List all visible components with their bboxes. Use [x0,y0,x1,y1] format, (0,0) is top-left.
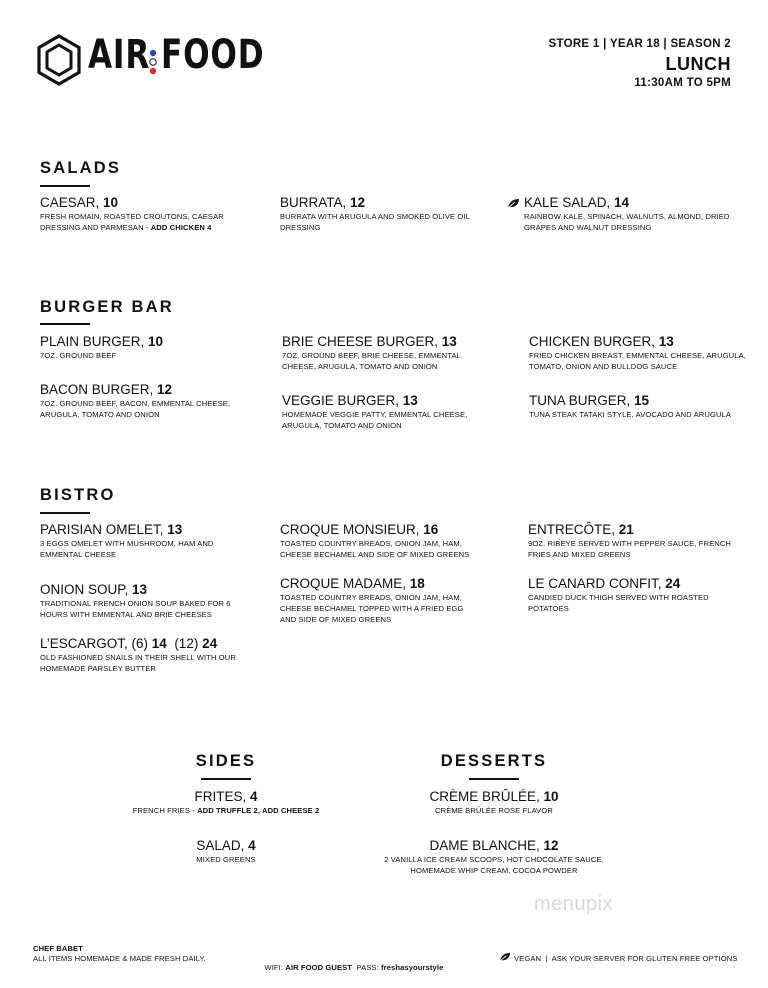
service-hours: 11:30AM TO 5PM [634,77,731,89]
section-rule [40,512,90,514]
menu-item-brie-cheese-burger: BRIE CHEESE BURGER, 13 7OZ. GROUND BEEF, BRIE CHEESE, EMMENTAL CHEESE, ARUGULA, TOMATO AND ONION [282,334,461,371]
wifi-info: WIFI: AIR FOOD GUEST PASS: freshasyourstyle [264,963,444,972]
menu-item-croque-madame: CROQUE MADAME, 18 TOASTED COUNTRY BREADS, ONION JAM, HAM, CHEESE BECHAMEL TOPPED WITH A FRIED EGG AND SIDE OF MIXED GREENS [280,576,464,624]
leaf-icon [507,198,520,209]
chef-name: CHEF BABET [33,944,83,953]
menu-item-kale-salad: KALE SALAD, 14 RAINBOW KALE, SPINACH, WALNUTS, ALMOND, DRIED GRAPES AND WALNUT DRESSING [524,195,730,232]
section-rule [40,323,90,325]
section-heading-salads: SALADS [40,159,122,177]
menu-item-veggie-burger: VEGGIE BURGER, 13 HOMEMADE VEGGIE PATTY, EMMENTAL CHEESE, ARUGULA, TOMATO AND ONION [282,393,468,430]
menu-item-caesar: CAESAR, 10 FRESH ROMAIN, ROASTED CROUTONS, CAESAR DRESSING AND PARMESAN - ADD CHICKEN 4 [40,195,224,232]
menu-item-creme-brulee: CRÈME BRÛLÉE, 10 CRÈME BRÛLÉE ROSE FLAVOR [429,789,559,815]
menu-item-lescargot: L’ESCARGOT, (6) 14 (12) 24 OLD FASHIONED SNAILS IN THEIR SHELL WITH OUR HOMEMADE PARSLEY BUTTER [40,636,236,673]
menu-item-dame-blanche: DAME BLANCHE, 12 2 VANILLA ICE CREAM SCOOPS, HOT CHOCOLATE SAUCE, HOMEMADE WHIP CREAM, COCOA POWDER [384,838,604,875]
menu-item-tuna-burger: TUNA BURGER, 15 TUNA STEAK TATAKI STYLE, AVOCADO AND ARUGULA [529,393,732,419]
watermark: menupix [534,893,614,915]
section-rule [40,185,90,187]
menu-item-entrecote: ENTRECÔTE, 21 9OZ. RIBEYE SERVED WITH PEPPER SAUCE, FRENCH FRIES AND MIXED GREENS [528,522,732,559]
store-info: STORE 1 | YEAR 18 | SEASON 2 [548,38,731,50]
menu-item-bacon-burger: BACON BURGER, 12 7OZ. GROUND BEEF, BACON, EMMENTAL CHEESE, ARUGULA, TOMATO AND ONION [40,382,231,419]
section-heading-burger-bar: BURGER BAR [40,298,174,316]
section-rule [201,778,251,780]
menu-item-burrata: BURRATA, 12 BURRATA WITH ARUGULA AND SMOKED OLIVE OIL DRESSING [280,195,470,232]
section-heading-sides: SIDES [195,752,257,770]
logo-text-air: AIR [88,32,151,78]
logo-dots-icon [147,48,159,78]
section-heading-bistro: BISTRO [40,486,116,504]
section-rule [469,778,519,780]
section-heading-desserts: DESSERTS [440,752,548,770]
menu-item-le-canard-confit: LE CANARD CONFIT, 24 CANDIED DUCK THIGH SERVED WITH ROASTED POTATOES [528,576,709,613]
menu-item-onion-soup: ONION SOUP, 13 TRADITIONAL FRENCH ONION SOUP BAKED FOR 6 HOURS WITH EMMENTAL AND BRIE CHEESES [40,582,231,619]
menu-item-parisian-omelet: PARISIAN OMELET, 13 3 EGGS OMELET WITH MUSHROOM, HAM AND EMMENTAL CHEESE [40,522,214,559]
leaf-icon [499,952,511,962]
meal-title: LUNCH [665,54,731,74]
logo-text-food: FOOD [161,32,265,78]
logo-hexagon-icon [36,34,82,86]
menu-item-salad: SALAD, 4 MIXED GREENS [196,838,256,864]
vegan-gluten-note: VEGAN | ASK YOUR SERVER FOR GLUTEN FREE OPTIONS [514,954,738,963]
menu-item-plain-burger: PLAIN BURGER, 10 7OZ. GROUND BEEF [40,334,164,360]
menu-item-chicken-burger: CHICKEN BURGER, 13 FRIED CHICKEN BREAST, EMMENTAL CHEESE, ARUGULA, TOMATO, ONION AND BULLDOG SAUCE [529,334,746,371]
menu-item-croque-monsieur: CROQUE MONSIEUR, 16 TOASTED COUNTRY BREADS, ONION JAM, HAM, CHEESE BECHAMEL AND SIDE OF MIXED GREENS [280,522,470,559]
menu-item-frites: FRITES, 4 FRENCH FRIES - ADD TRUFFLE 2, ADD CHEESE 2 [132,789,320,815]
homemade-note: ALL ITEMS HOMEMADE & MADE FRESH DAILY. [33,954,206,963]
